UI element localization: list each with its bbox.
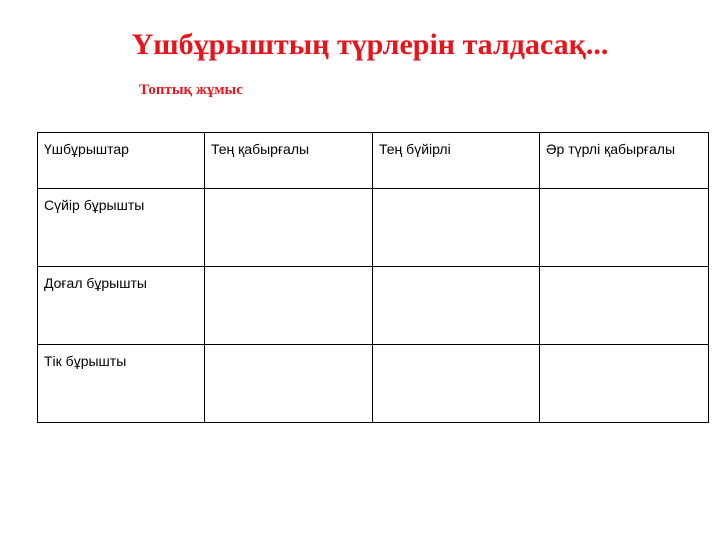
- header-cell-isosceles: Тең бүйірлі: [373, 133, 540, 189]
- slide-title: Үшбұрыштың түрлерін талдасақ...: [131, 28, 609, 61]
- table-cell[interactable]: [373, 189, 540, 267]
- table-row: [38, 345, 709, 423]
- table-cell[interactable]: [540, 189, 709, 267]
- table-row: [38, 267, 709, 345]
- row-label-acute: Сүйір бұрышты: [38, 189, 205, 267]
- row-label-right: Тік бұрышты: [38, 345, 205, 423]
- table-cell[interactable]: [540, 345, 709, 423]
- row-label-obtuse: Доғал бұрышты: [38, 267, 205, 345]
- table-cell[interactable]: [540, 267, 709, 345]
- header-cell-scalene: Әр түрлі қабырғалы: [540, 133, 709, 189]
- table-row: [38, 189, 709, 267]
- table-cell[interactable]: [373, 267, 540, 345]
- table-cell[interactable]: [205, 189, 373, 267]
- triangle-types-table: [37, 132, 709, 423]
- header-cell-equilateral: Тең қабырғалы: [205, 133, 373, 189]
- table-cell[interactable]: [205, 345, 373, 423]
- header-cell-triangles: Үшбұрыштар: [38, 133, 205, 189]
- slide-subtitle: Топтық жұмыс: [139, 82, 243, 98]
- table-cell[interactable]: [205, 267, 373, 345]
- table-cell[interactable]: [373, 345, 540, 423]
- table-header-row: [38, 133, 709, 189]
